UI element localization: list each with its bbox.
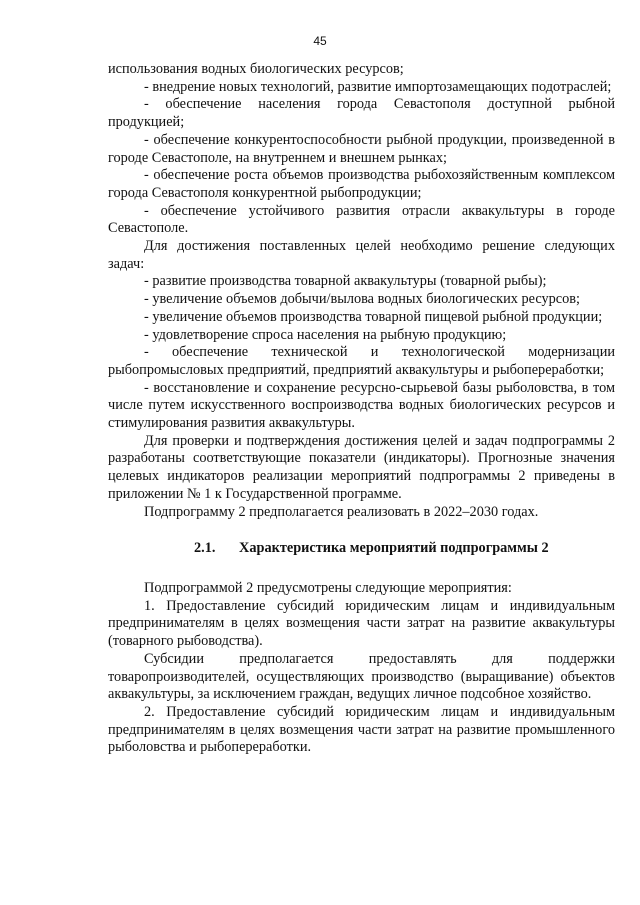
paragraph: Подпрограмму 2 предполагается реализовать в 2022–2030 годах. xyxy=(144,503,539,520)
section-title: Характеристика мероприятий подпрограммы 2 xyxy=(239,540,549,557)
paragraph-group-measures xyxy=(108,580,615,757)
paragraph: - увеличение объемов производства товарной пищевой рыбной продукции; xyxy=(144,308,603,325)
paragraph: - обеспечение технической и технологической модернизации рыбопромысловых предприятий, предприятий аквакультуры и рыбопереработки; xyxy=(108,344,615,378)
paragraph: - восстановление и сохранение ресурсно-сырьевой базы рыболовства, в том числе путем искусственного воспроизводства водных биологических ресурсов и стимулирования развития аквакультуры. xyxy=(108,379,615,432)
paragraph: Субсидии предполагается предоставлять для поддержки товаропроизводителей, осуществляющих производство (выращивание) объектов аквакультуры, за исключением граждан, ведущих личное подсобное хозяйство. xyxy=(108,650,615,703)
paragraph: - внедрение новых технологий, развитие импортозамещающих подотраслей; xyxy=(144,78,612,95)
paragraph: - удовлетворение спроса населения на рыбную продукцию; xyxy=(144,326,507,343)
paragraph: - обеспечение конкурентоспособности рыбной продукции, произведенной в городе Севастополе, на внутреннем и внешнем рынках; xyxy=(108,131,615,166)
page-number: 45 xyxy=(313,34,327,48)
paragraph: Подпрограммой 2 предусмотрены следующие мероприятия: xyxy=(144,579,512,596)
document-body xyxy=(108,61,615,757)
section-heading xyxy=(108,540,615,558)
paragraph: 2. Предоставление субсидий юридическим лицам и индивидуальным предпринимателям в целях возмещения части затрат на развитие промышленного рыболовства и рыбопереработки. xyxy=(108,703,615,756)
paragraph: - увеличение объемов добычи/вылова водных биологических ресурсов; xyxy=(144,291,581,308)
paragraph: использования водных биологических ресурсов; xyxy=(108,61,404,77)
paragraph: - обеспечение роста объемов производства рыбохозяйственным комплексом города Севастополя конкурентной рыбопродукции; xyxy=(108,167,615,201)
paragraph: Для проверки и подтверждения достижения целей и задач подпрограммы 2 разработаны соответствующие показатели (индикаторы). Прогнозные значения целевых индикаторов реализации мероприятий подпрограммы 2 приведены в приложении № 1 к Государственной программе. xyxy=(108,432,615,502)
paragraph: - обеспечение устойчивого развития отрасли аквакультуры в городе Севастополе. xyxy=(108,202,615,237)
paragraph: 1. Предоставление субсидий юридическим лицам и индивидуальным предпринимателям в целях возмещения части затрат на развитие аквакультуры (товарного рыбоводства). xyxy=(108,597,615,650)
paragraph-group-intro xyxy=(108,61,615,521)
paragraph: - обеспечение населения города Севастополя доступной рыбной продукцией; xyxy=(108,96,615,131)
paragraph: Для достижения поставленных целей необходимо решение следующих задач: xyxy=(108,238,615,272)
section-number: 2.1. xyxy=(194,540,216,557)
paragraph: - развитие производства товарной аквакультуры (товарной рыбы); xyxy=(144,273,547,290)
